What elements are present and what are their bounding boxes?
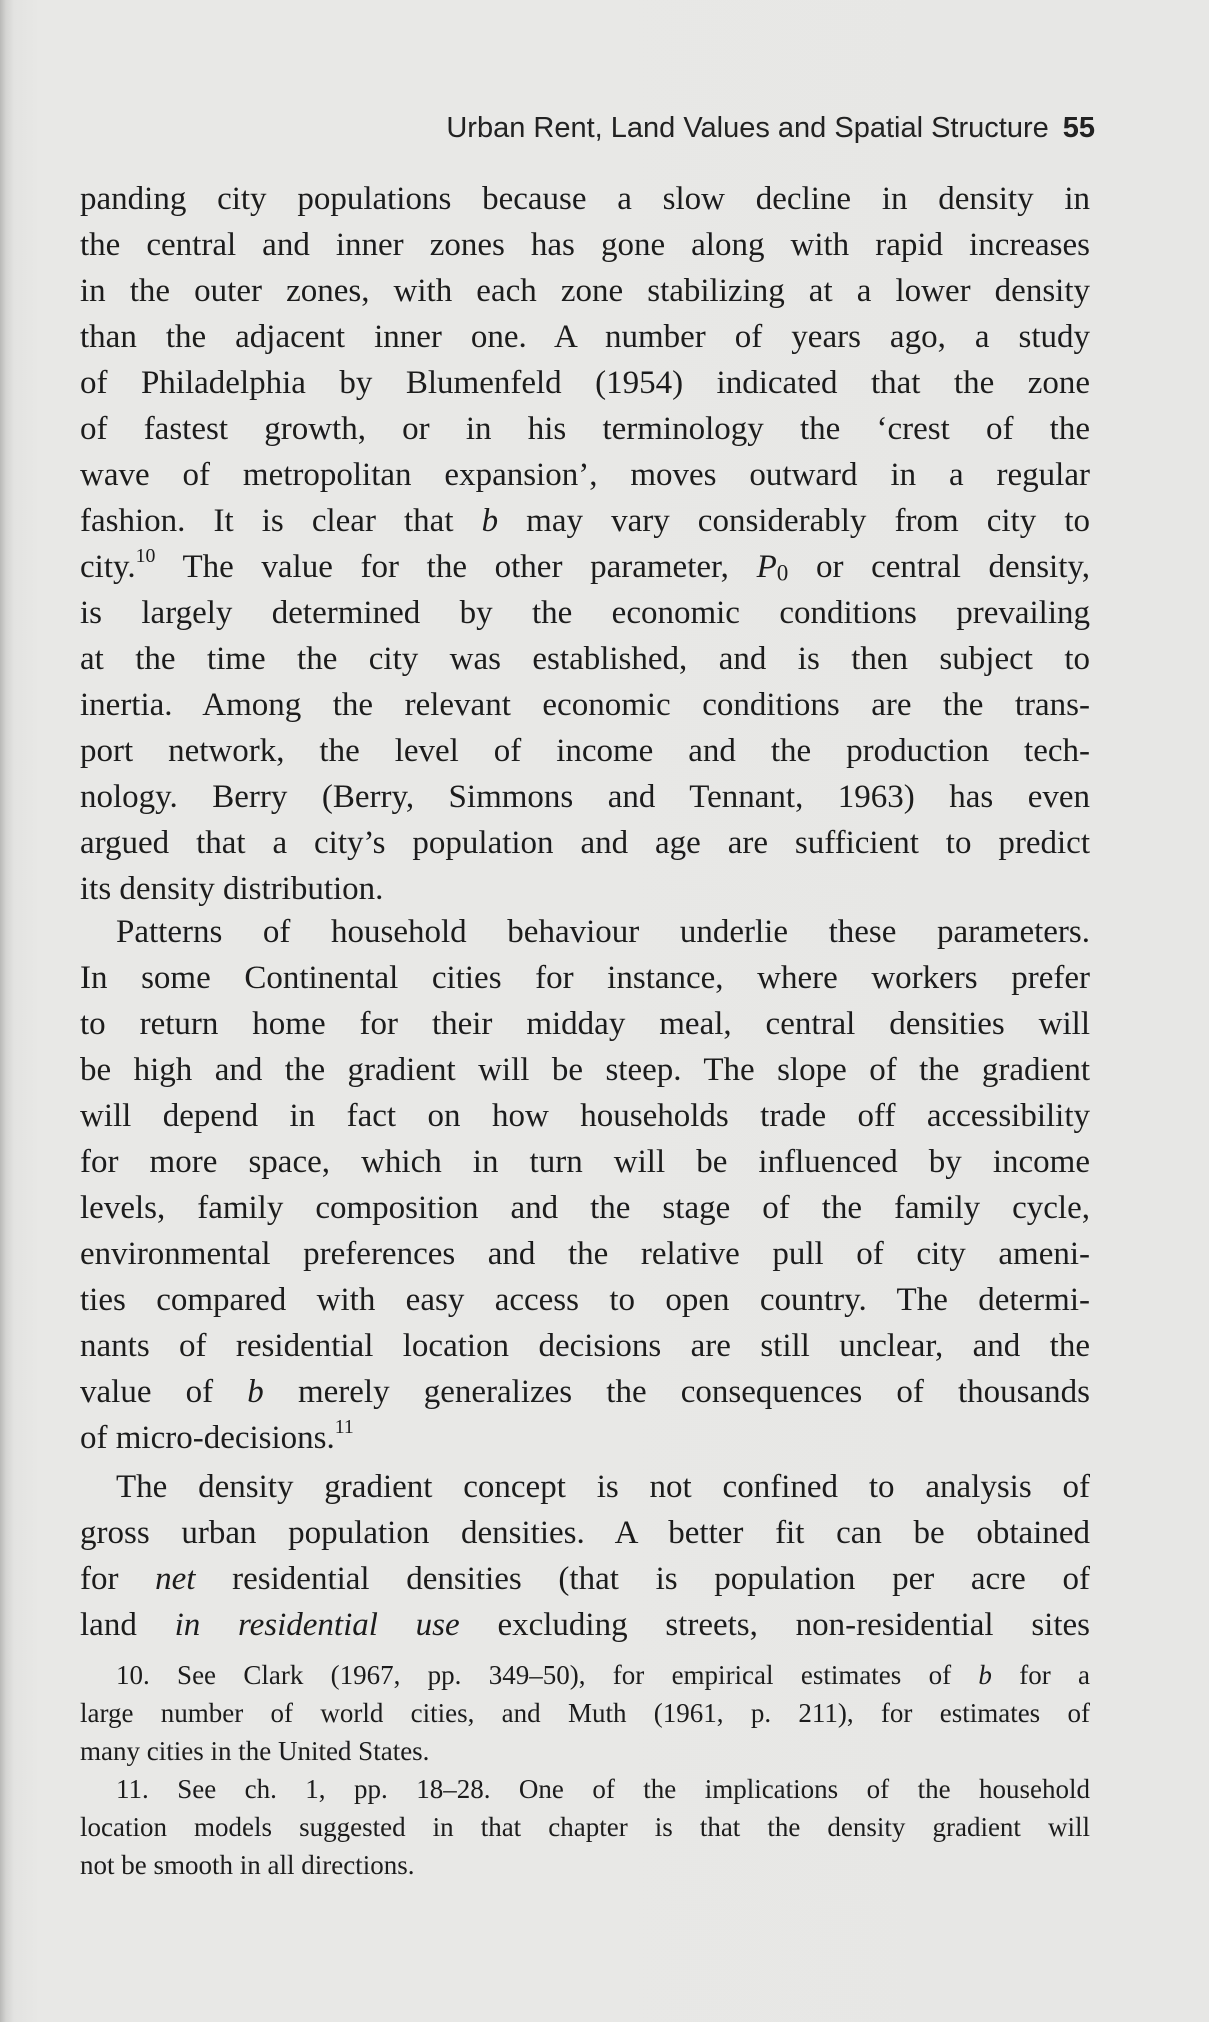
- text-run: may vary considerably from city to: [498, 503, 1090, 539]
- text-line: panding city populations because a slow decline in density in: [80, 181, 1090, 217]
- text-run: land: [80, 1607, 175, 1643]
- text-line: its density distribution.: [80, 871, 384, 907]
- text-run: fashion. It is clear that: [80, 503, 482, 539]
- text-run: of micro-decisions.: [80, 1420, 335, 1456]
- text-line: than the adjacent inner one. A number of years ago, a study: [80, 319, 1090, 355]
- text-run: excluding streets, non-residential sites: [459, 1607, 1090, 1643]
- text-run: The value for the other parameter,: [155, 549, 757, 585]
- footnote-10: [80, 1656, 1090, 1770]
- text-line: [80, 544, 1090, 590]
- footnote-number: 11.: [116, 1774, 149, 1804]
- text-line: [80, 1415, 1090, 1461]
- math-variable-b: b: [481, 503, 499, 539]
- text-line: levels, family composition and the stage of the family cycle,: [80, 1190, 1090, 1226]
- running-title: Urban Rent, Land Values and Spatial Structure: [446, 112, 1049, 144]
- text-line: location models suggested in that chapter is that the density gradient will: [80, 1812, 1090, 1842]
- text-line: be high and the gradient will be steep. The slope of the gradient: [80, 1052, 1090, 1088]
- text-run: See ch. 1, pp. 18–28. One of the implications of the household: [148, 1774, 1090, 1804]
- text-line: inertia. Among the relevant economic conditions are the trans-: [80, 687, 1090, 723]
- text-run: for a: [991, 1660, 1090, 1690]
- text-line: in the outer zones, with each zone stabilizing at a lower density: [80, 273, 1090, 309]
- text-run: for: [80, 1561, 156, 1597]
- text-line: [80, 1770, 1090, 1808]
- text-line: Patterns of household behaviour underlie these parameters.: [116, 914, 1090, 950]
- page-number: 55: [1062, 112, 1095, 144]
- text-run: or central density,: [788, 549, 1090, 585]
- text-line: large number of world cities, and Muth (1961, p. 211), for estimates of: [80, 1698, 1090, 1728]
- text-line: [80, 1602, 1090, 1648]
- text-line: [80, 1556, 1090, 1602]
- text-line: will depend in fact on how households trade off accessibility: [80, 1098, 1090, 1134]
- footnote-11: [80, 1770, 1090, 1884]
- math-variable-p: P: [756, 549, 777, 585]
- running-header: [300, 112, 1095, 145]
- text-run: residential densities (that is population per acre of: [195, 1561, 1090, 1597]
- text-run: value of: [80, 1374, 248, 1410]
- text-run: merely generalizes the consequences of thousands: [263, 1374, 1091, 1410]
- math-subscript: 0: [776, 559, 789, 586]
- paragraph-2: [80, 909, 1090, 1461]
- text-line: of fastest growth, or in his terminology the ‘crest of the: [80, 411, 1090, 447]
- text-line: many cities in the United States.: [80, 1736, 430, 1766]
- text-line: is largely determined by the economic conditions prevailing: [80, 595, 1090, 631]
- text-line: wave of metropolitan expansion’, moves outward in a regular: [80, 457, 1090, 493]
- text-line: In some Continental cities for instance, where workers prefer: [80, 960, 1090, 996]
- text-line: [80, 1369, 1090, 1415]
- text-line: not be smooth in all directions.: [80, 1850, 415, 1880]
- text-line: ties compared with easy access to open country. The determi-: [80, 1282, 1090, 1318]
- text-line: argued that a city’s population and age are sufficient to predict: [80, 825, 1090, 861]
- emphasis: net: [155, 1561, 196, 1597]
- text-line: at the time the city was established, and is then subject to: [80, 641, 1090, 677]
- paragraph-3: [80, 1464, 1090, 1648]
- text-line: [80, 1656, 1090, 1694]
- text-line: nology. Berry (Berry, Simmons and Tennant, 1963) has even: [80, 779, 1090, 815]
- emphasis: in residential use: [174, 1607, 460, 1643]
- math-variable-b: b: [247, 1374, 264, 1410]
- math-variable-b: b: [978, 1660, 992, 1690]
- text-line: of Philadelphia by Blumenfeld (1954) indicated that the zone: [80, 365, 1090, 401]
- text-line: for more space, which in turn will be influenced by income: [80, 1144, 1090, 1180]
- footnote-ref-11[interactable]: 11: [334, 1416, 354, 1439]
- text-line: environmental preferences and the relative pull of city ameni-: [80, 1236, 1090, 1272]
- footnote-number: 10.: [116, 1660, 150, 1690]
- text-run: city.: [80, 549, 136, 585]
- text-line: port network, the level of income and the production tech-: [80, 733, 1090, 769]
- text-line: The density gradient concept is not confined to analysis of: [116, 1469, 1090, 1505]
- text-line: nants of residential location decisions are still unclear, and the: [80, 1328, 1090, 1364]
- text-run: See Clark (1967, pp. 349–50), for empirical estimates of: [149, 1660, 979, 1690]
- text-line: gross urban population densities. A better fit can be obtained: [80, 1515, 1090, 1551]
- paragraph-1: [80, 176, 1090, 912]
- text-line: the central and inner zones has gone along with rapid increases: [80, 227, 1090, 263]
- text-line: to return home for their midday meal, central densities will: [80, 1006, 1090, 1042]
- text-line: [80, 498, 1090, 544]
- footnote-ref-10[interactable]: 10: [135, 545, 156, 568]
